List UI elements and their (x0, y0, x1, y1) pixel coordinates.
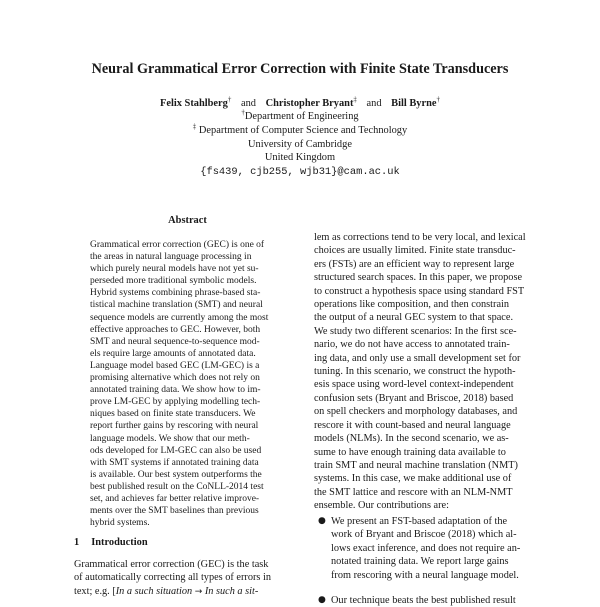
text-line: from rescoring with a neural language model. (331, 569, 519, 581)
text-line: Hybrid systems combining phrase-based sta- (90, 288, 261, 299)
text-line: promising alternative which does not rely on (90, 373, 260, 384)
author-mark: ‡ (353, 95, 357, 104)
text-line: ing data, and only use a small development set for (314, 352, 521, 364)
author-list (0, 95, 600, 109)
section-title: Introduction (91, 537, 148, 548)
abstract-heading: Abstract (168, 215, 207, 226)
bullet-lines (331, 594, 529, 607)
introduction-text (74, 558, 296, 599)
author-separator: and (240, 98, 256, 109)
text-line: esis space using word-level context-independent (314, 379, 514, 391)
text-line: ers (FSTs) are an efficient way to represent large (314, 258, 515, 270)
section-number: 1 (74, 537, 80, 548)
text-line: train SMT and neural machine translation (NMT) (314, 459, 518, 471)
bullet-icon: ● (318, 516, 326, 526)
right-column-text (314, 231, 528, 513)
text-line: Grammatical error correction (GEC) is the task (74, 559, 269, 570)
paper-title: Neural Grammatical Error Correction with Finite State Transducers (91, 61, 509, 77)
text-line: the SMT lattice and rescore with an NLM-NMT (314, 486, 513, 498)
text-line: on spell checkers and morphology databases, and (314, 406, 518, 418)
arrow-icon: → (194, 586, 203, 597)
text-line: ensemble. Our contributions are: (314, 500, 449, 512)
author-name: Christopher Bryant (265, 98, 354, 109)
section-heading (74, 537, 148, 548)
author-mark: † (436, 95, 440, 104)
text-line: lows exact inference, and does not require an- (331, 542, 521, 554)
text-line: operations like composition, and then constrain (314, 299, 510, 311)
affiliation-mark: ‡ (192, 122, 197, 131)
text-line: ods developed for LM-GEC can also be used (90, 445, 262, 456)
text-line: annotated training data. We show how to im- (90, 385, 261, 396)
text-line: confusion sets (Bryant and Briscoe, 2018) based (314, 392, 514, 404)
text-line: models (NLMs). In the second scenario, we as- (314, 433, 509, 445)
text-line: report further gains by rescoring with neural (90, 421, 259, 432)
text-line: Our technique beats the best published result (331, 595, 516, 606)
text-line: text; e.g. [In a such situation → In such a sit- (74, 585, 259, 597)
text-line: systems. In this case, we make additional use of (314, 473, 512, 485)
affiliation-text: United Kingdom (264, 152, 336, 163)
text-line: sequence models are currently among the most (90, 312, 269, 323)
text-line: of automatically correcting all types of errors in (74, 572, 271, 584)
text-line: which purely neural models have not yet su- (90, 264, 259, 275)
text-line: set, and achieves far better relative improve- (90, 493, 260, 504)
text-line: the output of a neural GEC system to that space. (314, 312, 514, 324)
text-line: language models. We show that our meth- (90, 433, 250, 444)
abstract-body (90, 239, 285, 529)
text-line: tuning. In this scenario, we construct the hypoth- (314, 366, 516, 378)
text-line: We present an FST-based adaptation of the (331, 516, 508, 527)
text-line: best published result on the CoNLL-2014 test (90, 481, 264, 492)
bullet-icon: ● (318, 595, 326, 605)
text-line: niques based on finite state transducers. We (90, 409, 256, 420)
affiliation (0, 122, 600, 136)
text-line: lem as corrections tend to be very local, and lexical (314, 232, 526, 243)
text-line: SMT and neural sequence-to-sequence mod- (90, 336, 260, 347)
text-line: is available. Our best system outperforms the (90, 469, 262, 480)
text-line: Grammatical error correction (GEC) is one of (90, 240, 265, 250)
affiliation (0, 108, 600, 122)
text-line: hybrid systems. (90, 518, 150, 529)
affiliation (0, 139, 600, 150)
author-separator: and (366, 98, 382, 109)
text-line: the areas in natural language processing in (90, 252, 252, 263)
author-name: Felix Stahlberg (160, 98, 228, 109)
text-line: nario, we do not have access to annotated train- (314, 339, 510, 351)
text-line: els require large amounts of annotated data. (90, 348, 256, 359)
affiliation-text: Department of Computer Science and Technology (198, 125, 408, 136)
text-line: Language model based GEC (LM-GEC) is a (90, 360, 260, 371)
text-line: rescore it with count-based and neural language (314, 419, 511, 431)
text-line: tistical machine translation (SMT) and neural (90, 300, 263, 311)
affiliation-text: University of Cambridge (248, 139, 352, 150)
text-line: notated training data. We report large gains (331, 556, 509, 568)
text-line: choices are usually limited. Finite state transduc- (314, 245, 516, 257)
text-line: perseded more traditional symbolic models. (90, 276, 257, 287)
affiliation-mark: † (241, 108, 245, 117)
text-line: effective approaches to GEC. However, both (90, 324, 261, 335)
text-line: sume to have enough training data available to (314, 446, 506, 458)
text-line: work of Bryant and Briscoe (2018) which al- (331, 529, 517, 541)
author-mark: † (227, 95, 232, 104)
email-address[interactable]: {fs439, cjb255, wjb31}@cam.ac.uk (200, 166, 400, 178)
text-line: with SMT systems if annotated training data (90, 457, 259, 468)
text-line: ments over the SMT baselines than previous (90, 506, 259, 517)
text-line: structured search spaces. In this paper, we propose (314, 272, 523, 284)
bullet-lines (331, 515, 529, 582)
author-name: Bill Byrne (391, 98, 437, 109)
affiliation (0, 152, 600, 163)
text-line: to construct a hypothesis space using standard FST (314, 285, 525, 297)
text-line: We study two different scenarios: In the first sce- (314, 325, 517, 337)
text-line: prove LM-GEC by applying modelling tech- (90, 397, 261, 408)
affiliation-text: Department of Engineering (244, 111, 359, 122)
